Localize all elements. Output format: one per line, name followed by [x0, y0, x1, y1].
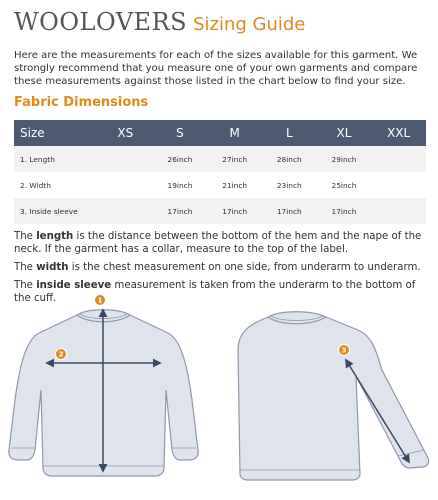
svg-text:3: 3	[341, 346, 347, 355]
column-header: S	[153, 120, 208, 146]
section-title: Fabric Dimensions	[14, 95, 149, 110]
table-header-row	[14, 120, 426, 146]
width-note: The width is the chest measurement on one side, from underarm to underarm.	[14, 262, 421, 273]
length-term: length	[36, 231, 74, 242]
table-cell: 17inch	[317, 198, 372, 224]
table-cell: 17inch	[153, 198, 208, 224]
table-row	[14, 198, 426, 224]
marker-3-badge	[339, 345, 350, 356]
page-title: Sizing Guide	[193, 14, 306, 35]
sweater-side-illustration	[238, 312, 429, 480]
table-cell	[98, 172, 153, 198]
table-cell: 27inch	[207, 146, 262, 172]
sleeve-term: inside sleeve	[36, 280, 112, 291]
table-cell	[98, 198, 153, 224]
marker-1-badge	[95, 295, 106, 306]
row-label: 2. Width	[14, 172, 98, 198]
column-header: XXL	[371, 120, 426, 146]
table-cell: 23inch	[262, 172, 317, 198]
table-cell	[371, 172, 426, 198]
table-cell: 17inch	[207, 198, 262, 224]
length-note: The length is the distance between the bottom of the hem and the nape of the neck. If the garment has a collar, measure to the top of the label.	[14, 231, 422, 255]
table-cell: 19inch	[153, 172, 208, 198]
table-cell: 26inch	[153, 146, 208, 172]
size-table	[14, 120, 426, 224]
svg-text:1: 1	[97, 296, 103, 305]
table-cell: 28inch	[262, 146, 317, 172]
header	[14, 8, 305, 42]
svg-text:2: 2	[58, 350, 64, 359]
garment-diagram	[0, 290, 438, 500]
table-cell: 29inch	[317, 146, 372, 172]
sleeve-note: The inside sleeve measurement is taken from the underarm to the bottom of the cuff.	[14, 280, 416, 304]
marker-2-badge	[56, 349, 67, 360]
table-cell: 25inch	[317, 172, 372, 198]
row-label: 1. Length	[14, 146, 98, 172]
column-header: Size	[14, 120, 98, 146]
column-header: L	[262, 120, 317, 146]
intro-text: Here are the measurements for each of the sizes available for this garment. We strongly recommend that you measure one of your own garments and compare these measurements against those listed in the chart below to find your size.	[14, 50, 418, 87]
table-cell	[98, 146, 153, 172]
column-header: XS	[98, 120, 153, 146]
column-header: XL	[317, 120, 372, 146]
table-row	[14, 172, 426, 198]
row-label: 3. Inside sleeve	[14, 198, 98, 224]
table-cell	[371, 146, 426, 172]
table-cell: 17inch	[262, 198, 317, 224]
width-term: width	[36, 262, 69, 273]
table-row	[14, 146, 426, 172]
table-cell	[371, 198, 426, 224]
sweater-front-illustration	[9, 310, 198, 476]
brand-logo: WOOLOVERS	[14, 8, 188, 36]
column-header: M	[207, 120, 262, 146]
table-cell: 21inch	[207, 172, 262, 198]
